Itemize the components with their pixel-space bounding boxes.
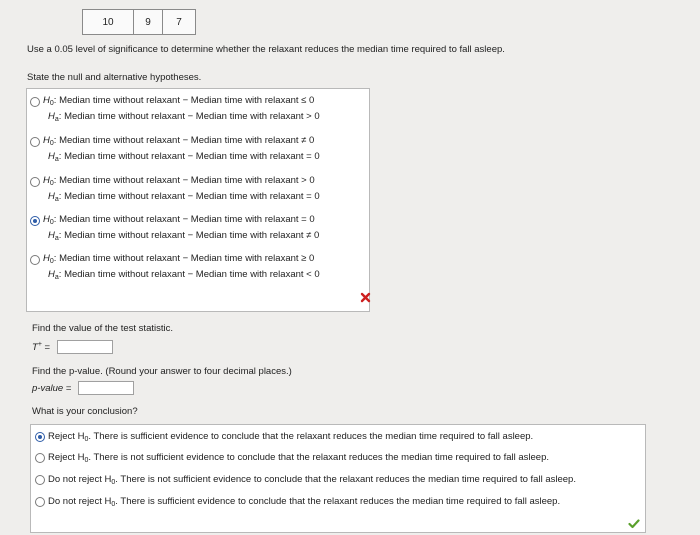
- conclusion-options-box: [30, 424, 646, 533]
- hypothesis-option-2-radio[interactable]: [30, 137, 40, 147]
- conclusion-option-1-radio[interactable]: [35, 432, 45, 442]
- conclusion-option-2-radio[interactable]: [35, 453, 45, 463]
- conclusion-option-2-text: Reject $H_0$. There is not sufficient evidence to conclude that the relaxant reduces the median time required to fall asleep.: [48, 452, 550, 464]
- table-row: [83, 10, 196, 35]
- test-statistic-symbol: T+ =: [32, 341, 51, 353]
- hypothesis-option-5-radio[interactable]: [30, 255, 40, 265]
- question-prompt: Use a 0.05 level of significance to determine whether the relaxant reduces the median time required to fall asleep.: [27, 44, 505, 55]
- p-value-label: Find the p-value. (Round your answer to four decimal places.): [32, 366, 292, 377]
- hypothesis-option-1-h0: $H_0$: Median time without relaxant − Median time with relaxant ≤ 0: [43, 95, 315, 107]
- hypotheses-label: State the null and alternative hypotheses.: [27, 72, 202, 83]
- conclusion-option-4-radio[interactable]: [35, 497, 45, 507]
- hypothesis-option-1-radio[interactable]: [30, 97, 40, 107]
- data-table: [82, 9, 196, 35]
- conclusion-option-4-text: Do not reject $H_0$. There is sufficient evidence to conclude that the relaxant reduces the median time required to fall asleep.: [48, 496, 561, 508]
- check-mark-icon: [628, 519, 640, 529]
- test-statistic-input[interactable]: [57, 340, 113, 354]
- test-statistic-label: Find the value of the test statistic.: [32, 323, 173, 334]
- table-cell: 10: [83, 10, 134, 35]
- p-value-symbol: p-value =: [32, 383, 72, 394]
- hypothesis-option-5-h0: $H_0$: Median time without relaxant − Median time with relaxant ≥ 0: [43, 253, 315, 265]
- hypothesis-option-3-radio[interactable]: [30, 177, 40, 187]
- table-cell: 9: [134, 10, 163, 35]
- hypothesis-option-2-ha: $H_a$: Median time without relaxant − Median time with relaxant = 0: [48, 151, 320, 163]
- hypothesis-option-4-ha: $H_a$: Median time without relaxant − Median time with relaxant ≠ 0: [48, 230, 320, 242]
- hypothesis-option-5-ha: $H_a$: Median time without relaxant − Median time with relaxant < 0: [48, 269, 320, 281]
- table-cell: 7: [163, 10, 196, 35]
- hypothesis-option-2-h0: $H_0$: Median time without relaxant − Median time with relaxant ≠ 0: [43, 135, 315, 147]
- conclusion-option-3-text: Do not reject $H_0$. There is not sufficient evidence to conclude that the relaxant reduces the median time required to fall asleep.: [48, 474, 576, 486]
- conclusion-label: What is your conclusion?: [32, 406, 138, 417]
- x-mark-icon: [360, 292, 371, 303]
- p-value-input[interactable]: [78, 381, 134, 395]
- conclusion-option-3-radio[interactable]: [35, 475, 45, 485]
- hypotheses-options-box: [26, 88, 370, 312]
- hypothesis-option-3-ha: $H_a$: Median time without relaxant − Median time with relaxant = 0: [48, 191, 320, 203]
- hypothesis-option-4-h0: $H_0$: Median time without relaxant − Median time with relaxant = 0: [43, 214, 315, 226]
- hypothesis-option-3-h0: $H_0$: Median time without relaxant − Median time with relaxant > 0: [43, 175, 315, 187]
- hypothesis-option-4-radio[interactable]: [30, 216, 40, 226]
- conclusion-option-1-text: Reject $H_0$. There is sufficient evidence to conclude that the relaxant reduces the median time required to fall asleep.: [48, 431, 534, 443]
- hypothesis-option-1-ha: $H_a$: Median time without relaxant − Median time with relaxant > 0: [48, 111, 320, 123]
